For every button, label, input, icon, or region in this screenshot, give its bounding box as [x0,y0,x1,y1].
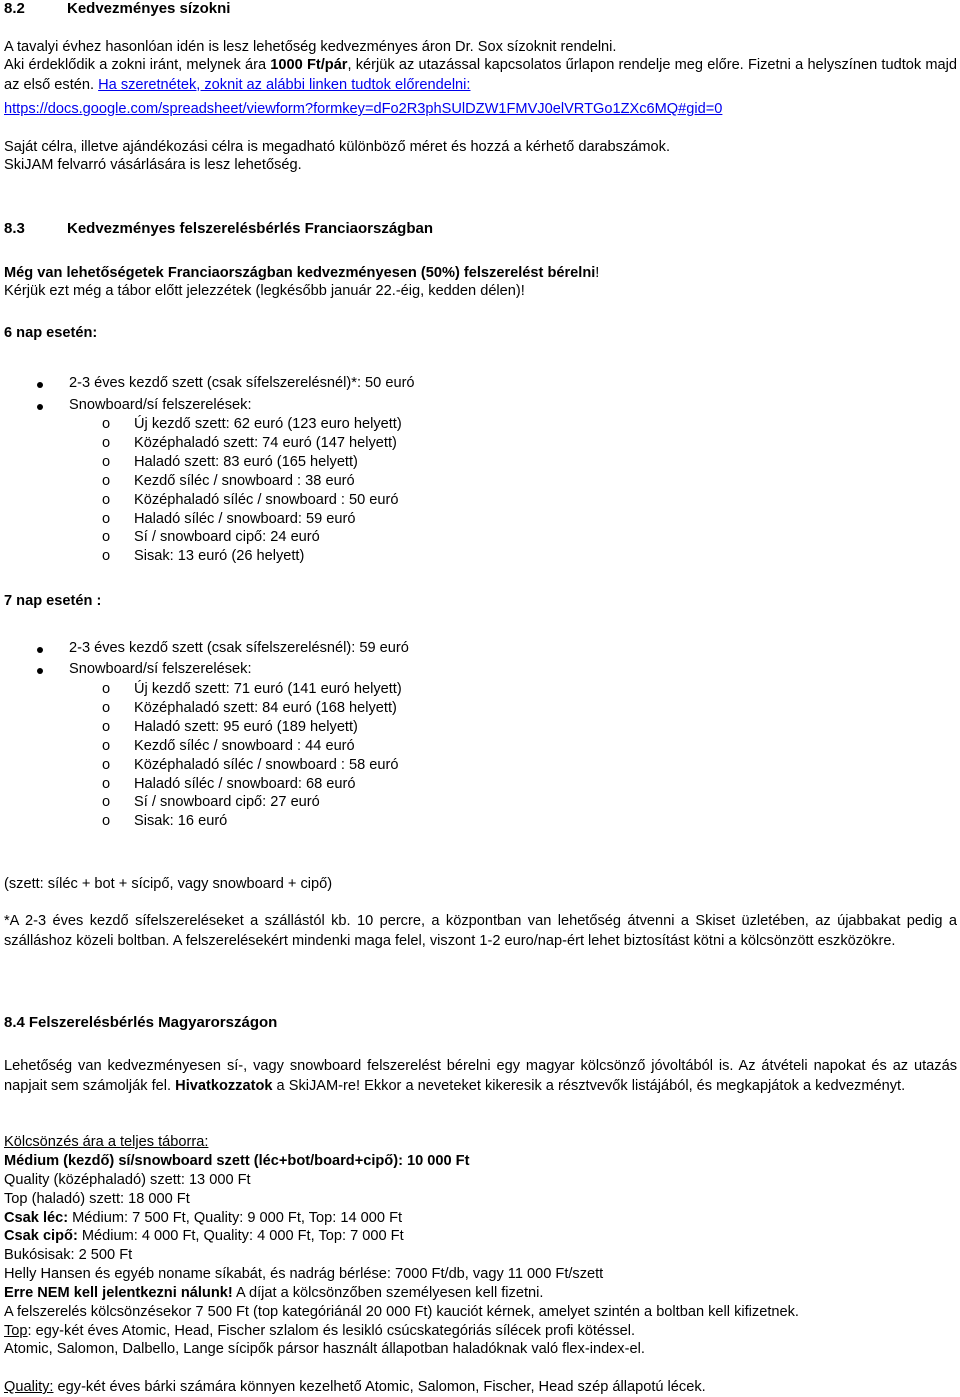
sub-list-item [102,680,402,698]
label-bold: Csak léc: [4,1210,69,1226]
sub-list-item [102,547,304,565]
price-heading: Kölcsönzés ára a teljes táborra: [4,1134,209,1150]
top-category-desc [4,1322,635,1340]
sub-list-item [102,699,397,717]
price-bold: 1000 Ft/pár [270,57,348,73]
text: Médium: 4 000 Ft, Quality: 4 000 Ft, Top: 7 000 Ft [77,1228,404,1244]
quality-category-desc [4,1378,706,1396]
category-label: Quality: [4,1379,54,1395]
sub-item-text: Kezdő síléc / snowboard : 38 euró [134,472,355,489]
sub-bullet-marker: o [102,529,111,546]
sub-item-text: Középhaladó síléc / snowboard : 50 euró [134,491,399,508]
sub-list-item [102,718,358,736]
sub-list-item [102,510,355,528]
sub-list-item [102,472,355,490]
ski-only-price [4,1209,402,1227]
section-8-4-heading [4,1014,277,1032]
rental-paragraph [4,1057,957,1096]
sub-bullet-marker: o [102,718,111,735]
medium-set-price: Médium (kezdő) sí/snowboard szett (léc+bot/board+cipő): 10 000 Ft [4,1153,470,1169]
intro-line-2: Kérjük ezt még a tábor előtt jelezzétek (legkésőbb január 22.-éig, kedden délen)! [4,283,525,299]
sub-bullet-marker: o [102,434,111,451]
category-label: Top [4,1323,28,1339]
footnote: *A 2-3 éves kezdő sífelszereléseket a szállástól kb. 10 percre, a központban van lehetőség átvenni a Skiset üzletében, az újabbakat pedig a szálláshoz közeli boltban. A felszerelésekért mindenki maga felel, viszont 1-2 euro/nap-ért lehet biztosítást kötni a kölcsönzött eszközökre. [4,913,957,949]
sub-list-item [102,491,398,509]
paragraph-line: SkiJAM felvarró vásárlására is lesz lehetőség. [4,157,302,173]
refer-bold: Hivatkozzatok [175,1077,273,1094]
sub-bullet-marker: o [102,775,111,792]
sub-item-text: Középhaladó síléc / snowboard : 58 euró [134,756,399,773]
section-title: Felszerelésbérlés Magyarországon [28,1014,278,1031]
sub-item-text: Haladó síléc / snowboard: 59 euró [134,510,356,527]
quality-set-price: Quality (középhaladó) szett: 13 000 Ft [4,1172,251,1188]
sub-bullet-marker: o [102,453,111,470]
bullet-text: Snowboard/sí felszerelések: [69,397,252,413]
intro-bold: Még van lehetőségetek Franciaországban kedvezményesen (50%) felszerelést bérelni [4,265,596,281]
top-set-price: Top (haladó) szett: 18 000 Ft [4,1191,190,1207]
section-title: Kedvezményes felszerelésbérlés Franciaországban [67,220,434,237]
preorder-link-text[interactable]: Ha szeretnétek, zoknit az alábbi linken tudtok előrendelni: [98,76,471,93]
paragraph-socks [4,56,957,95]
seven-day-heading: 7 nap esetén : [4,593,102,609]
paragraph-line: Saját célra, illetve ajándékozási célra is megadható különböző méret és hozzá a kérhető darabszámok. [4,139,671,155]
text: a SkiJAM-re! Ekkor a neveteket kikeresik a résztvevők listájából, és megkapjátok a kedvezményt. [272,1077,906,1094]
spreadsheet-link[interactable]: https://docs.google.com/spreadsheet/viewform?formkey=dFo2R3phSUlDZW1FMVJ0elVRTGo1ZXc6MQ#gid=0 [4,101,723,117]
sub-bullet-marker: o [102,699,111,716]
sub-bullet-marker: o [102,491,111,508]
sub-item-text: Sisak: 13 euró (26 helyett) [134,548,305,565]
clothing-price: Helly Hansen és egyéb noname síkabát, és nadrág bérlése: 7000 Ft/db, vagy 11 000 Ft/szett [4,1266,604,1282]
sub-list-item [102,756,398,774]
sub-item-text: Sisak: 16 euró [134,813,228,830]
deposit-note: A felszerelés kölcsönzésekor 7 500 Ft (top kategóriánál 20 000 Ft) kauciót kérnek, amelyet szintén a boltban kell kifizetnek. [4,1304,799,1320]
text: ! [595,265,600,281]
text: egy-két éves bárki számára könnyen kezelhető Atomic, Salomon, Fischer, Head szép állapotú lécek. [53,1379,706,1395]
text: Lehetőség van kedvezményesen sí-, vagy snowboard felszerelést bérelni egy magyar kölcsönző jóvoltából is. Az átvételi napokat és az utazás napjait sem számolják fel. [4,1058,957,1094]
sub-item-text: Haladó szett: 95 euró (189 helyett) [134,718,358,735]
sub-list-item [102,453,358,471]
sub-item-text: Kezdő síléc / snowboard : 44 euró [134,737,355,754]
section-number: 8.2 [4,0,25,17]
bullet-text: 2-3 éves kezdő szett (csak sífelszerelésnél): 59 euró [69,640,409,656]
bullet-text: 2-3 éves kezdő szett (csak sífelszerelésnél)*: 50 euró [69,375,415,391]
top-category-boots: Atomic, Salomon, Dalbello, Lange sícipők pársor használt állapotban haladóknak való flex-index-el. [4,1341,645,1357]
sub-list-item [102,434,397,452]
sub-list-item [102,775,355,793]
sub-item-text: Középhaladó szett: 74 euró (147 helyett) [134,434,397,451]
sub-list-item [102,415,402,433]
set-note: (szett: síléc + bot + sícipő, vagy snowboard + cipő) [4,876,333,892]
text: , kérjük az utazással kapcsolatos űrlapon rendelje meg előre. Fizetni a helyszínen tudtok majd az első estén. [4,57,958,93]
sub-item-text: Középhaladó szett: 84 euró (168 helyett) [134,699,397,716]
sub-list-item [102,528,320,546]
sub-item-text: Új kezdő szett: 71 euró (141 euró helyett) [134,681,402,697]
six-day-heading: 6 nap esetén: [4,325,98,341]
section-8-2-heading [4,0,230,18]
bullet-text: Snowboard/sí felszerelések: [69,661,252,677]
sub-bullet-marker: o [102,416,111,432]
sub-item-text: Haladó síléc / snowboard: 68 euró [134,775,356,792]
sub-list-item [102,793,320,811]
section-title: Kedvezményes sízokni [67,0,231,17]
text: A díjat a kölcsönzőben személyesen kell fizetni. [232,1285,544,1301]
sub-bullet-marker: o [102,681,111,697]
sub-bullet-marker: o [102,472,111,489]
paragraph-line: A tavalyi évhez hasonlóan idén is lesz lehetőség kedvezményes áron Dr. Sox sízoknit rendelni. [4,39,617,55]
sub-bullet-marker: o [102,510,111,527]
sub-item-text: Haladó szett: 83 euró (165 helyett) [134,453,358,470]
sub-item-text: Sí / snowboard cipő: 27 euró [134,794,320,811]
sub-item-text: Sí / snowboard cipő: 24 euró [134,529,320,546]
helmet-price: Bukósisak: 2 500 Ft [4,1247,133,1263]
no-signup-note [4,1284,543,1302]
text: : egy-két éves Atomic, Head, Fischer szlalom és lesikló csúcskategóriás sílécek profi kötéssel. [27,1323,636,1339]
section-number: 8.4 [4,1014,25,1031]
section-8-3-heading [4,220,433,238]
sub-bullet-marker: o [102,756,111,773]
sub-item-text: Új kezdő szett: 62 euró (123 euro helyett) [134,416,402,432]
sub-list-item [102,737,355,755]
text: Aki érdeklődik a zokni iránt, melynek ára [4,57,271,73]
label-bold: Csak cipő: [4,1228,78,1244]
intro-line [4,264,599,282]
text: Médium: 7 500 Ft, Quality: 9 000 Ft, Top: 14 000 Ft [68,1210,403,1226]
label-bold: Erre NEM kell jelentkezni nálunk! [4,1285,233,1301]
section-number: 8.3 [4,220,25,237]
sub-bullet-marker: o [102,813,111,830]
sub-list-item [102,812,227,830]
sub-bullet-marker: o [102,737,111,754]
boots-only-price [4,1227,404,1245]
sub-bullet-marker: o [102,548,111,565]
sub-bullet-marker: o [102,794,111,811]
